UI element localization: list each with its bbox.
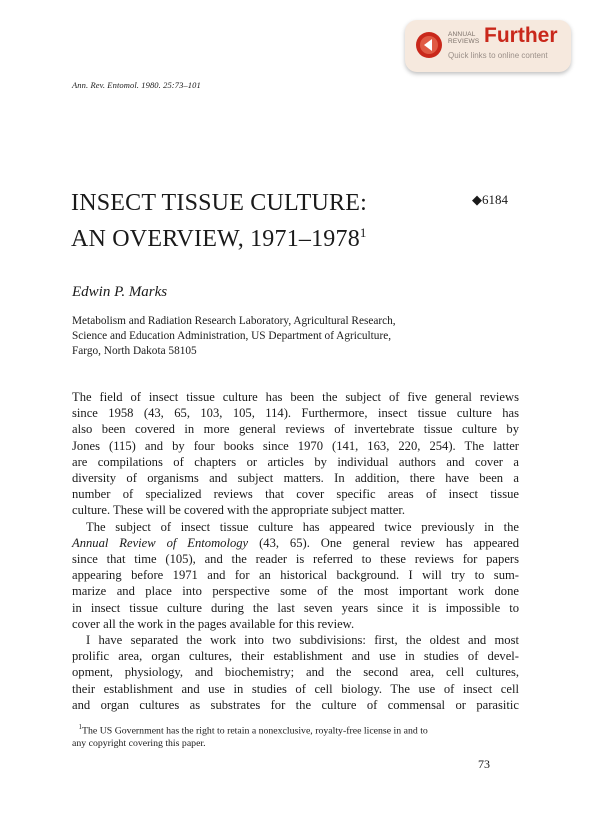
body-line: Jones (115) and by four books since 1970 (141, 163, 220, 254). The latter [72,438,519,453]
affiliation-line: Science and Education Administration, US Department of Agriculture, [72,330,392,342]
article-code-number: ◆6184 [472,192,508,207]
affiliation-line: Metabolism and Radiation Research Laboratory, Agricultural Research, [72,315,396,327]
further-badge[interactable] [405,20,571,72]
further-tagline: Quick links to online content [448,51,548,60]
body-text [72,389,519,713]
publisher-line2: REVIEWS [448,38,480,45]
title-line2-text: AN OVERVIEW, 1971–1978 [71,226,360,252]
title-line2 [71,218,411,254]
publisher-name [448,31,479,45]
body-line: culture. These will be covered with the appropriate subject matter. [72,503,406,518]
body-line: The subject of insect tissue culture has appeared twice previously in the [86,519,519,534]
title-line1: INSECT TISSUE CULTURE: [71,190,367,216]
title-footnote-mark[interactable]: 1 [359,225,367,240]
body-line: prolific area, organ cultures, their establishment and use in studies of devel- [72,649,519,664]
footnote-line1: The US Government has the right to retain a nonexclusive, royalty-free license in and to [82,725,428,737]
body-line: since 1958 (43, 65, 103, 105, 114). Furthermore, insect tissue culture has [72,406,519,421]
author-affiliation [72,314,472,359]
journal-citation: Ann. Rev. Entomol. 1980. 25:73–101 [72,80,201,90]
publisher-line1: ANNUAL [448,31,476,38]
footnote [72,721,519,750]
journal-name: Annual Review of Entomology [72,535,249,550]
footnote-line [72,721,519,737]
further-word: Further [484,24,558,47]
body-line: appearing before 1971 and for an historical background. I will try to sum- [72,568,519,583]
footnote-line: any copyright covering this paper. [72,738,206,750]
body-line: marize and place into perspective some of the most important work done [72,584,519,599]
body-line: opment, physiology, and biochemistry; and the second area, cell cultures, [72,665,519,680]
article-title [71,188,411,254]
body-line: also been covered in more general reviews of invertebrate tissue culture by [72,422,519,437]
body-line-text: (43, 65). One general review has appeared [248,535,519,550]
affiliation-line: Fargo, North Dakota 58105 [72,345,197,357]
body-line: are compilations of chapters or articles by individual authors and cover a [72,454,519,469]
body-line: since that time (105), and the reader is referred to these reviews for papers [72,552,519,567]
body-line: their establishment and use in studies of cell biology. The use of insect cell [72,681,519,696]
author-name: Edwin P. Marks [72,284,168,300]
body-line: cover all the work in the pages available for this review. [72,616,355,631]
body-line: diversity of organisms and subject matters. In addition, there have been a [72,471,519,486]
body-line: The field of insect tissue culture has been the subject of five general reviews [72,390,519,404]
footnote-mark: 1 [78,723,83,731]
body-line: number of specialized reviews that cover specific areas of insect tissue [72,487,519,502]
body-line [72,535,519,551]
page-number: 73 [478,757,490,771]
body-line: in insect tissue culture during the last seven years since it is impossible to [72,600,519,615]
play-back-icon[interactable] [415,31,443,59]
body-line: I have separated the work into two subdivisions: first, the oldest and most [86,633,519,648]
body-line: and organ cultures as substrates for the culture of commensal or parasitic [72,697,519,712]
